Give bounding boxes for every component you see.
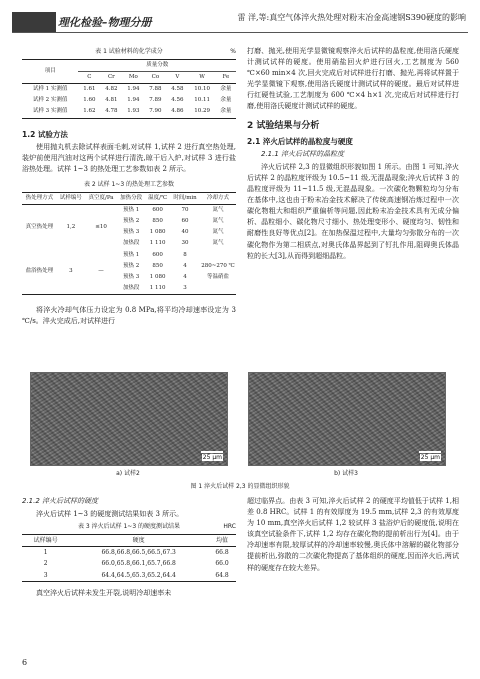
right-column-para-2: 超过临界点。由表 3 可知,淬火后试样 2 的硬度平均值低于试样 1,相差 0.8 HRC。试样 1 的有效厚度为 19.5 mm,试样 2,3 的有效厚度为 10 mm,真空淬火后试样 1,2 较试样 3 盐浴炉后的硬度低,说明在该真空试验条件下,试样 1,2 均存在碳化物的提前析出行为[4]。由于冷却速率有限,较厚试样的冷却速率较慢,奥氏体中溶解的碳化物部分提前析出,弥散的二次碳化物提高了基体组织的硬度,因而淬火后,两试样的硬度存在较大差异。 xyxy=(247,497,459,572)
table1-col-group: 质量分数 xyxy=(78,60,236,72)
table-row xyxy=(22,95,236,106)
table-cell: 余量 xyxy=(220,86,232,93)
table-cell: 3 xyxy=(43,571,48,579)
table-cell: 试样 1 实测值 xyxy=(32,86,68,93)
section-1-2-cont: 将淬火冷却气体压力设定为 0.8 MPa,将平均冷却速率设定为 3 ℃/s。淬火完成后,对试样进行 xyxy=(22,305,236,325)
table-header-cell: Mo xyxy=(128,74,138,81)
table-cell: 1.93 xyxy=(127,108,140,115)
table-row xyxy=(22,205,236,217)
figure-1-caption: 图 1 淬火后试样 2,3 的显微组织形貌 xyxy=(190,483,290,490)
figure-1a-label: a) 试样2 xyxy=(116,470,140,477)
table-row xyxy=(22,570,236,582)
figure-1a-micrograph xyxy=(30,372,228,466)
table-cell: 7.89 xyxy=(149,97,162,104)
table-cell: 预热 1 xyxy=(123,207,140,214)
table2 xyxy=(22,192,236,295)
table-cell: 余量 xyxy=(220,108,232,115)
table-cell: 1 110 xyxy=(149,240,166,247)
table-header-cell: 硬度 xyxy=(132,537,145,545)
table-cell: 预热 2 xyxy=(123,262,140,269)
table-cell: 4.58 xyxy=(171,86,184,93)
table-header-cell: 温度/℃ xyxy=(148,195,168,202)
table-cell: ≤10 xyxy=(95,223,107,230)
table-cell: 1 080 xyxy=(149,229,166,236)
table-cell: 64.8 xyxy=(215,571,229,579)
table-cell: 600 xyxy=(152,251,163,258)
table1-caption: 表 1 试验材料的化学成分 % xyxy=(95,48,236,55)
table-row xyxy=(22,558,236,569)
table3 xyxy=(22,534,236,581)
table-cell: 66.8 xyxy=(215,549,229,557)
scale-label: 25 μm xyxy=(420,454,440,461)
table-cell: 预热 3 xyxy=(123,273,140,280)
table-row xyxy=(22,250,236,261)
running-title: 雷 洋,等:真空气体淬火热处理对粉末冶金高速钢S390硬度的影响 xyxy=(237,13,466,22)
table-header-cell: 热处理方式 xyxy=(25,195,54,202)
table-cell: 1,2 xyxy=(66,223,76,230)
table-cell: 1.94 xyxy=(127,97,140,104)
table-cell: 66.0,65.8,66.1,65.7,66.8 xyxy=(101,560,176,568)
table-cell: 预热 3 xyxy=(123,229,140,236)
table-cell: 10.10 xyxy=(194,86,210,93)
table3-caption: 表 3 淬火后试样 1~3 的硬度测试结果 HRC xyxy=(77,523,236,531)
section-2-1-2-title: 2.1.2 淬火后试样的硬度 xyxy=(22,497,99,505)
table-cell: 1.61 xyxy=(83,86,96,93)
scale-label: 25 μm xyxy=(202,454,222,461)
table-cell: 4.82 xyxy=(105,86,118,93)
right-column-top xyxy=(247,46,459,262)
table-cell: 氮气 xyxy=(212,240,224,247)
table-header-cell: 时间/min xyxy=(173,195,197,202)
header-rule xyxy=(12,32,468,33)
table-header-cell: C xyxy=(87,74,92,81)
table-cell: 加热段 xyxy=(122,284,140,291)
table-cell: 真空热处理 xyxy=(25,223,54,230)
logo-mark xyxy=(12,12,56,32)
table-header-cell: 试样编号 xyxy=(33,537,58,545)
section-2-title: 2 试验结果与分析 xyxy=(247,120,320,131)
table-cell: 1.94 xyxy=(127,86,140,93)
table-cell: 8 xyxy=(183,251,187,258)
table-row xyxy=(22,84,236,96)
table-cell: 10.11 xyxy=(194,97,210,104)
table-cell: 64.4,64.5,65.3,65.2,64.4 xyxy=(101,571,176,579)
table-cell: 4.78 xyxy=(105,108,118,115)
table-cell: 66.8,66.8,66.5,66.5,67.3 xyxy=(101,549,176,557)
table-header-cell: 冷却方式 xyxy=(206,195,229,202)
table-cell: 66.0 xyxy=(215,560,229,568)
scale-bar xyxy=(419,451,441,453)
table-header-cell: V xyxy=(175,74,180,81)
table-cell: 70 xyxy=(181,207,189,214)
table-cell: 预热 2 xyxy=(123,218,140,225)
right-column-bottom xyxy=(247,496,459,574)
table-cell: 30 xyxy=(181,240,189,247)
left-column-bottom xyxy=(22,496,236,599)
section-1-2-para: 使用抛丸机去除试样表面毛刺,对试样 1,试样 2 进行真空热处理,装炉前使用汽油对这两个试样进行清洗,晾干后入炉,对试样 3 进行盐浴热处理。试样 1~3 的热处理工艺参数如表 2 所示。 xyxy=(22,142,236,173)
scale-bar xyxy=(201,451,223,453)
table-cell: 4.56 xyxy=(171,97,184,104)
table-cell: 盐浴热处理 xyxy=(25,268,54,275)
section-1-2-title: 1.2 试验方法 xyxy=(22,129,68,139)
table-cell: 40 xyxy=(181,229,189,236)
table-cell: 7.88 xyxy=(149,86,162,93)
table-cell: 加热段 xyxy=(122,240,140,247)
table-cell: 850 xyxy=(152,218,163,225)
table-cell: 3 xyxy=(69,268,73,275)
table-header-cell: Fe xyxy=(222,74,230,81)
table-header-cell: Cr xyxy=(107,74,115,81)
section-2-1-title: 2.1 淬火后试样的晶粒度与硬度 xyxy=(247,136,353,146)
table-cell: 2 xyxy=(43,560,48,568)
table-cell: 850 xyxy=(152,262,163,269)
section-2-1-1-title: 2.1.1 淬火后试样的晶粒度 xyxy=(261,149,345,158)
table-cell: 预热 1 xyxy=(123,251,140,258)
table-cell: — xyxy=(98,268,104,275)
section-2-1-1-para: 淬火后试样 2,3 的显微组织形貌如图 1 所示。由图 1 可知,淬火后试样 2 的晶粒度评级为 10.5~11 级,无混晶现象;淬火后试样 3 的晶粒度评级为 11~11.5 级,无混晶现象。一次碳化物颗粒均匀分布在基体中,这也由于粉末冶金技术解决了传统高速钢冶炼过程中一次碳化物粗大和组织严重偏析等问题,因此粉末冶金技术具有无成分偏析、晶粒细小、碳化物尺寸细小、热处理变形小、硬度均匀、韧性和耐磨性良好等优点[2]。在加热保温过程中,大量均匀弥散分布的一次碳化物作为第二相质点,对奥氏体晶界起到了钉扎作用,阻碍奥氏体晶粒的长大[3],从而得到超细晶粒。 xyxy=(247,162,459,260)
table-cell: 余量 xyxy=(220,97,232,104)
table-cell: 试样 3 实测值 xyxy=(32,108,68,115)
table-row xyxy=(22,547,236,559)
page-number: 6 xyxy=(22,658,28,667)
table-cell: 60 xyxy=(181,218,189,225)
table-cell: 1.60 xyxy=(83,97,96,104)
figure-1b-label: b) 试样3 xyxy=(334,470,358,477)
section-2-1-2-cont: 真空淬火后试样未发生开裂,说明冷却速率未 xyxy=(36,588,172,597)
figure-1b-micrograph xyxy=(248,372,446,466)
table-cell: 4 xyxy=(183,273,187,280)
table-cell: 氮气 xyxy=(212,218,224,225)
table-header-cell: 试样编号 xyxy=(59,195,82,202)
table2-caption: 表 2 试样 1~3 的热处理工艺参数 xyxy=(83,180,175,188)
table-cell: 3 xyxy=(183,284,187,291)
table-header-cell: Co xyxy=(151,74,160,81)
table-cell: 7.90 xyxy=(149,108,162,115)
table-cell: 10.29 xyxy=(194,108,210,115)
table1-col-item: 项目 xyxy=(22,60,78,84)
right-column-para-1: 打磨、抛光,使用光学显微镜观察淬火后试样的晶粒度,使用洛氏硬度计测试试样的硬度。使用硝盐回火炉进行回火,工艺制度为 560 ℃×60 min×4 次,回火完成后对试样进行打磨、抛光,再将试样置于光学显微镜下观察,使用洛氏硬度计测试试样的硬度。最后对试样进行红硬性试验,工艺制度为 600 ℃×4 h×1 次,完成后对试样进行打磨,使用洛氏硬度计测试试样的硬度。 xyxy=(247,47,459,111)
logo-text: 理化检验–物理分册 xyxy=(58,16,152,29)
table-cell: 4 xyxy=(183,262,187,269)
table-cell: 1 080 xyxy=(149,273,166,280)
table-cell: 氮气 xyxy=(212,229,224,236)
journal-logo xyxy=(12,10,152,32)
table-cell: 氮气 xyxy=(212,207,224,214)
table-cell: 4.86 xyxy=(171,108,184,115)
table-cell: 1.62 xyxy=(83,108,96,115)
table-cell: 1 110 xyxy=(149,284,166,291)
table-header-cell: 加热分段 xyxy=(120,195,143,202)
table-cell: 试样 2 实测值 xyxy=(32,97,68,104)
table-header-cell: W xyxy=(199,74,205,81)
section-2-1-2-para: 淬火后试样 1~3 的硬度测试结果如表 3 所示。 xyxy=(36,510,184,519)
table-cell: 4.81 xyxy=(105,97,118,104)
table-header-cell: 真空度/Pa xyxy=(88,195,114,202)
table-cell: 280~270 ℃等温硝盐 xyxy=(201,262,235,280)
table1 xyxy=(22,59,236,118)
left-column xyxy=(22,46,236,327)
table-cell: 1 xyxy=(43,549,48,557)
table-row xyxy=(22,106,236,118)
table-cell: 600 xyxy=(152,207,163,214)
table-header-cell: 均值 xyxy=(216,537,229,545)
